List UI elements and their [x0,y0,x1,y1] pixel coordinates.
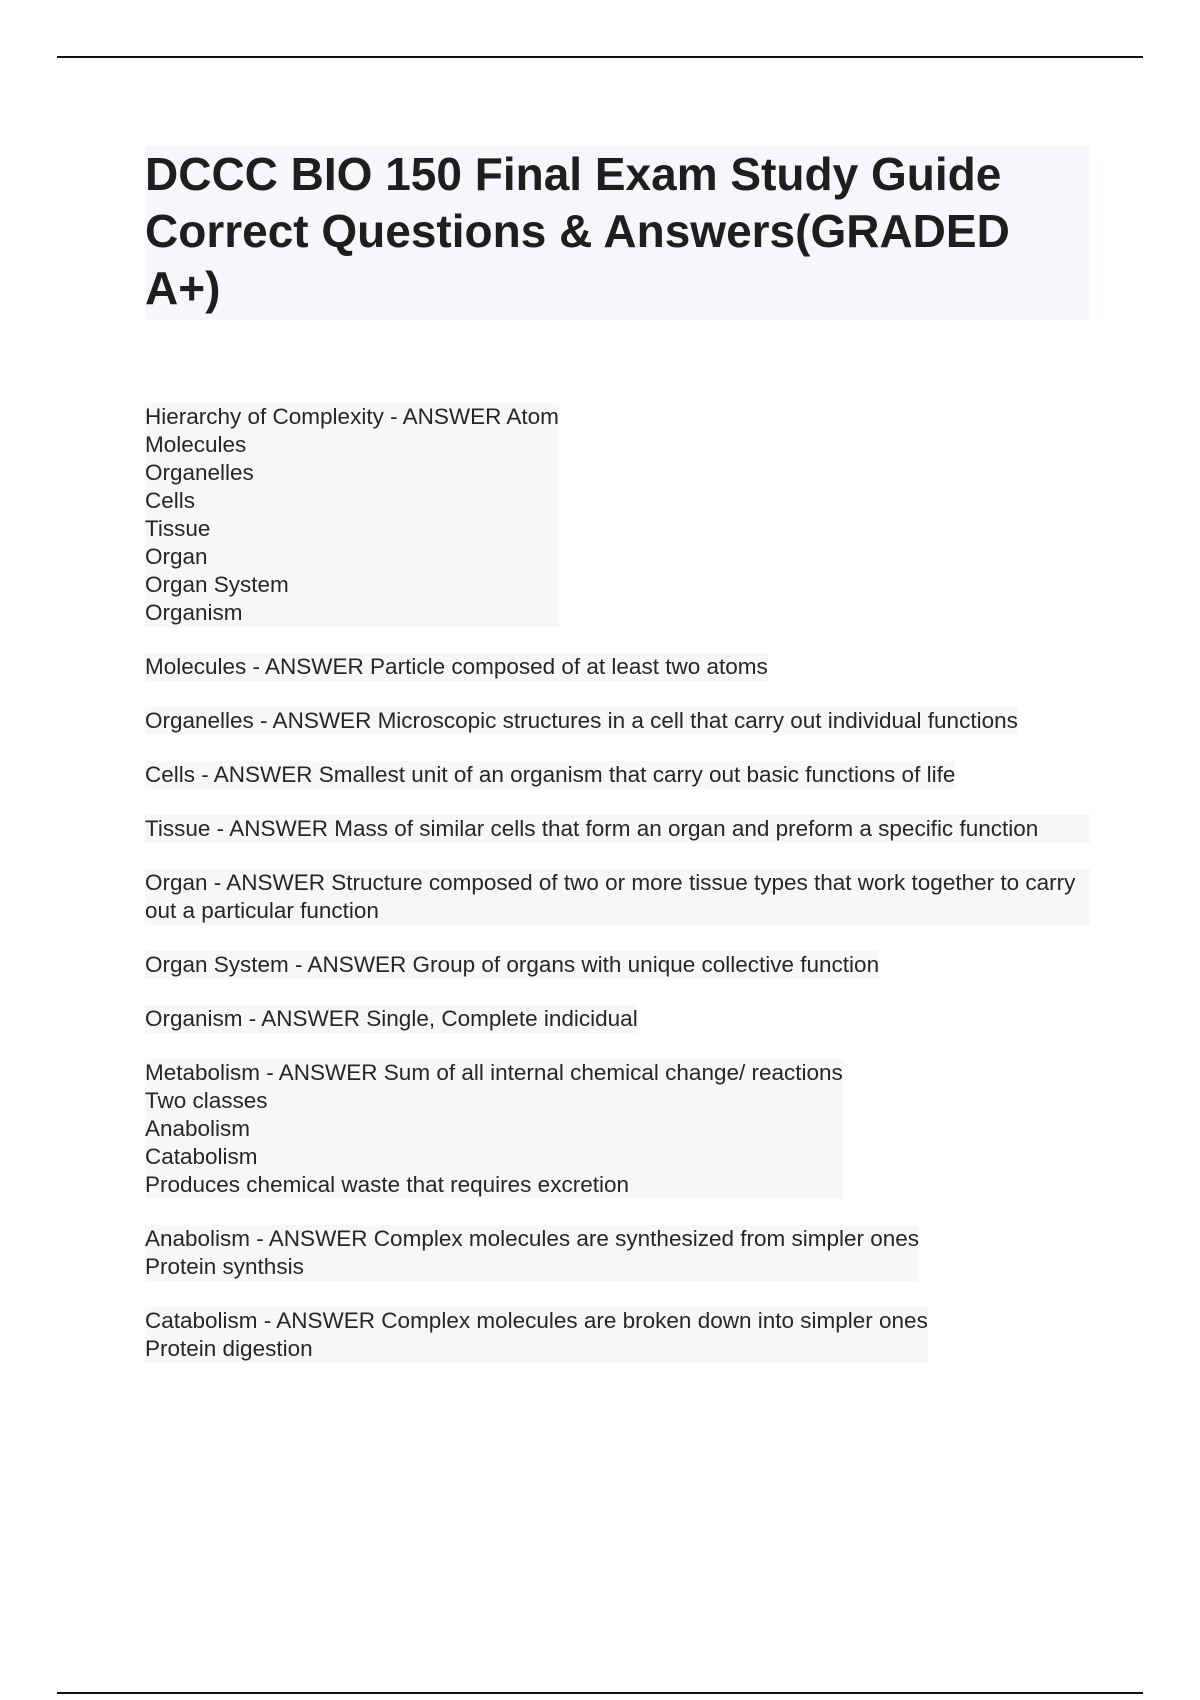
entry-line: Catabolism [145,1144,258,1169]
bottom-rule [57,1692,1143,1694]
qa-entry-metabolism [145,1059,843,1199]
entry-line: Organelles [145,460,254,485]
qa-entry-organ-system: Organ System - ANSWER Group of organs with unique collective function [145,952,880,977]
entry-line: Molecules [145,432,247,457]
entry-line: Anabolism - ANSWER Complex molecules are synthesized from simpler ones [145,1226,920,1251]
qa-entry-hierarchy [145,403,559,627]
qa-entry-molecules: Molecules - ANSWER Particle composed of at least two atoms [145,654,768,679]
qa-entry-cells: Cells - ANSWER Smallest unit of an organism that carry out basic functions of life [145,762,956,787]
top-rule [57,56,1143,58]
entry-line: Two classes [145,1088,268,1113]
document-title: DCCC BIO 150 Final Exam Study Guide Correct Questions & Answers(GRADED A+) [145,146,1090,320]
entry-line: Tissue [145,516,211,541]
entry-line: Metabolism - ANSWER Sum of all internal chemical change/ reactions [145,1060,843,1085]
qa-entry-anabolism [145,1225,919,1281]
qa-entry-organelles: Organelles - ANSWER Microscopic structures in a cell that carry out individual functions [145,708,1018,733]
entry-line: Organism [145,600,243,625]
qa-entry-organism: Organism - ANSWER Single, Complete indicidual [145,1006,638,1031]
qa-entry-catabolism [145,1307,928,1363]
entry-line: Organ System [145,572,289,597]
entry-line: Anabolism [145,1116,251,1141]
entry-line: Produces chemical waste that requires excretion [145,1172,629,1197]
qa-list [145,403,1090,1363]
entry-line: Protein synthsis [145,1254,304,1279]
qa-entry-organ: Organ - ANSWER Structure composed of two or more tissue types that work together to carry out a particular function [145,869,1090,925]
entry-line: Cells [145,488,196,513]
entry-line: Hierarchy of Complexity - ANSWER Atom [145,404,559,429]
qa-entry-tissue: Tissue - ANSWER Mass of similar cells that form an organ and preform a specific function [145,815,1090,843]
entry-line: Organ [145,544,208,569]
document-body [145,146,1090,1389]
entry-line: Catabolism - ANSWER Complex molecules are broken down into simpler ones [145,1308,928,1333]
entry-line: Protein digestion [145,1336,313,1361]
